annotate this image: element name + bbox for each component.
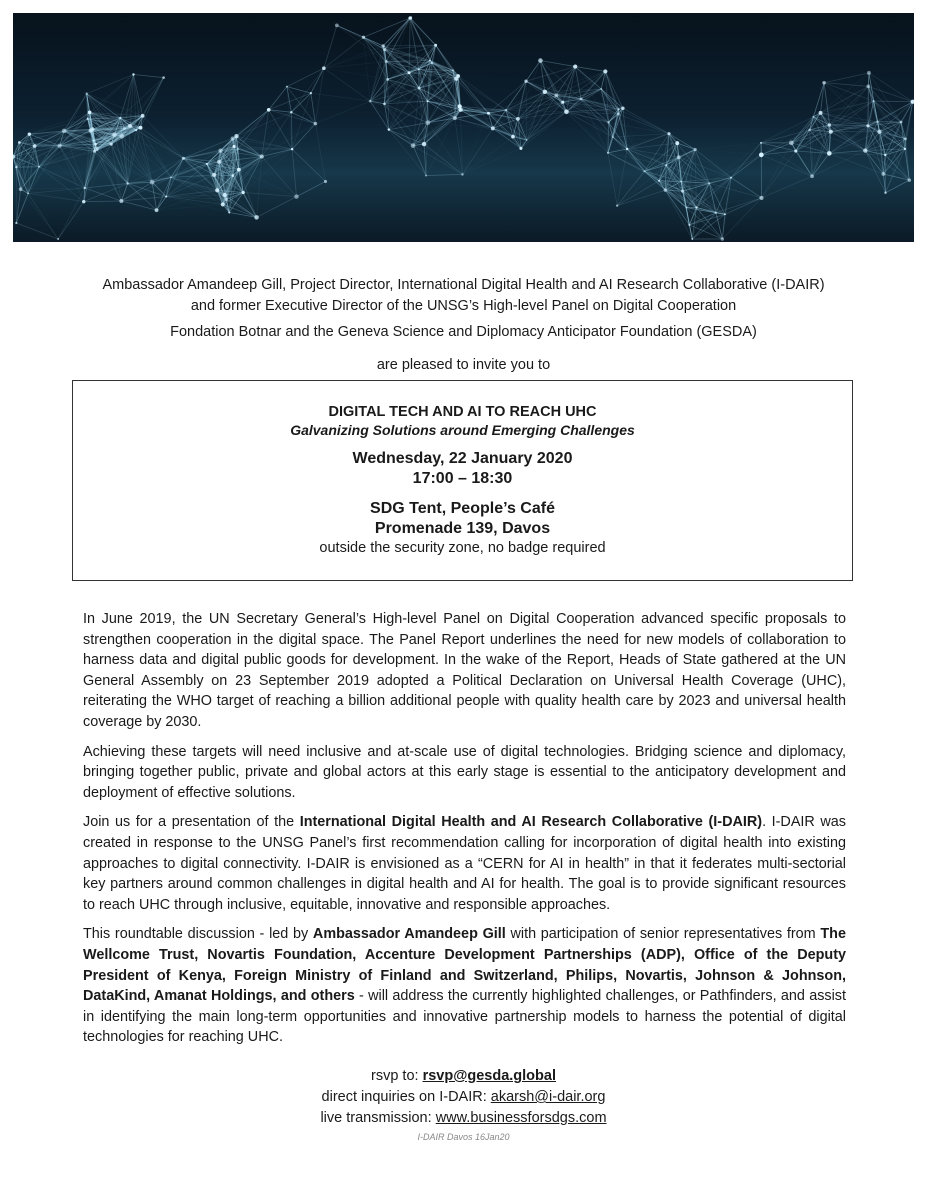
co-hosts (40, 322, 887, 343)
event-access-note: outside the security zone, no badge required (319, 540, 606, 556)
p4-text-start: This roundtable discussion - led by (83, 926, 313, 943)
p4-text-mid: with participation of senior representatives from (505, 926, 821, 943)
rsvp-label: rsvp to: (371, 1068, 423, 1084)
rsvp-line (40, 1066, 887, 1087)
live-label: live transmission: (320, 1110, 436, 1126)
live-transmission-link[interactable]: www.businessforsdgs.com (435, 1110, 607, 1126)
p4-bold-leader: Ambassador Amandeep Gill (312, 926, 506, 943)
paragraph-targets: Achieving these targets will need inclusive and at-scale use of digital technologies. Bridging science and diplomacy, bringing together public, private and global actors at this early stage is essential to the anticipatory development and deployment of effective solutions. (83, 743, 846, 801)
p3-bold-org: International Digital Health and AI Research Collaborative (I-DAIR) (299, 814, 763, 831)
p3-text-start: Join us for a presentation of the (83, 814, 300, 831)
hosts-line-1: Ambassador Amandeep Gill, Project Director, International Digital Health and AI Research Collaborative (I-DAIR) (102, 277, 825, 293)
event-address: Promenade 139, Davos (374, 520, 551, 537)
hosts-line-2: and former Executive Director of the UNSG’s High-level Panel on Digital Cooperation (190, 298, 737, 314)
event-subtitle: Galvanizing Solutions around Emerging Challenges (290, 422, 635, 438)
hosts-line-4: are pleased to invite you to (376, 357, 551, 373)
header-banner-image (13, 13, 914, 242)
rsvp-email-link[interactable]: rsvp@gesda.global (422, 1068, 556, 1084)
inquiries-line (40, 1087, 887, 1108)
event-time: 17:00 – 18:30 (412, 470, 513, 487)
p4-bold-participants: The Wellcome Trust, Novartis Foundation, Accenture Development Partnerships (ADP), Office of the Deputy President of Kenya, Foreign Ministry of Finland and Switzerland, Philips, Novartis, Johnson & Johnson, DataKind, Amanat Holdings, and others (83, 926, 846, 1005)
inquiries-label: direct inquiries on I-DAIR: (321, 1089, 491, 1105)
body-text (83, 609, 846, 1057)
event-venue: SDG Tent, People’s Café (370, 500, 555, 517)
invite-line (40, 355, 887, 376)
hosts-block (40, 275, 887, 317)
paragraph-roundtable (83, 924, 846, 1048)
event-title: DIGITAL TECH AND AI TO REACH UHC (328, 404, 597, 420)
mesh-lines (13, 18, 913, 239)
event-details-box (72, 380, 853, 581)
inquiries-email-link[interactable]: akarsh@i-dair.org (490, 1089, 606, 1105)
p4-text-end: - will address the currently highlighted challenges, or Pathfinders, and assist in identifying the main long-term opportunities and innovative partnership models to harness the potential of digital technologies for reaching UHC. (83, 988, 846, 1046)
paragraph-idair (83, 812, 846, 915)
live-line (40, 1108, 887, 1129)
hosts-line-3: Fondation Botnar and the Geneva Science and Diplomacy Anticipator Foundation (GESDA) (170, 324, 757, 340)
contact-block (40, 1066, 887, 1129)
event-date: Wednesday, 22 January 2020 (352, 450, 573, 467)
paragraph-background: In June 2019, the UN Secretary General’s High-level Panel on Digital Cooperation advanced specific proposals to strengthen cooperation in the digital space. The Panel Report underlines the need for new models of collaboration to harness data and digital public goods for development. In the wake of the Report, Heads of State gathered at the UN General Assembly on 23 September 2019 adopted a Political Declaration on Universal Health Coverage (UHC), reiterating the WHO target of reaching a billion additional people with quality health care by 2023 and universal health coverage by 2030. (83, 611, 846, 730)
p3-text-end: . I-DAIR was created in response to the UNSG Panel’s first recommendation calling for incorporation of digital health into existing approaches to digital connectivity. I-DAIR is envisioned as a “CERN for AI in health” in that it federates multi-sectorial key partners around common challenges in digital health and AI for health. The goal is to provide significant resources to reach UHC through inclusive, equitable, innovative and responsible approaches. (83, 814, 846, 913)
network-mesh-graphic (13, 13, 914, 242)
footer-reference: I-DAIR Davos 16Jan20 (417, 1132, 510, 1142)
